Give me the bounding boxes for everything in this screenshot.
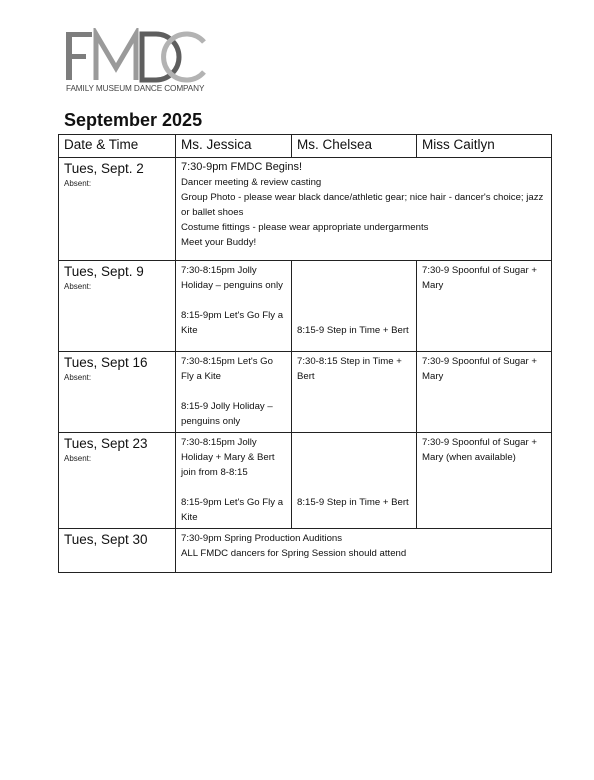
date-label: Tues, Sept. 9: [64, 264, 144, 279]
schedule-line: 8:15-9 Step in Time + Bert: [297, 325, 409, 336]
schedule-line: 7:30-9pm Spring Production Auditions: [181, 533, 343, 544]
schedule-line: 8:15-9pm Let's Go Fly a Kite: [181, 497, 284, 523]
absent-label: Absent:: [64, 179, 92, 188]
all-group-cell: [176, 158, 552, 261]
date-label: Tues, Sept 30: [64, 532, 148, 547]
logo-subtitle: FAMILY MUSEUM DANCE COMPANY: [66, 84, 205, 93]
all-group-cell: [176, 529, 552, 573]
schedule-table: [58, 134, 552, 573]
schedule-line: Meet your Buddy!: [181, 237, 257, 248]
schedule-line: 7:30-8:15 Step in Time + Bert: [297, 356, 402, 382]
schedule-line: 8:15-9pm Let's Go Fly a Kite: [181, 310, 284, 336]
schedule-line: 7:30-8:15pm Let's Go Fly a Kite: [181, 356, 273, 382]
chelsea-cell: [292, 352, 417, 433]
column-header: Miss Caitlyn: [417, 135, 552, 158]
schedule-line: 8:15-9 Jolly Holiday – penguins only: [181, 401, 273, 427]
date-cell: [59, 352, 176, 433]
caitlyn-cell: [417, 261, 552, 352]
date-label: Tues, Sept 23: [64, 436, 148, 451]
jessica-cell: [176, 433, 292, 529]
schedule-line: 7:30-8:15pm Jolly Holiday – penguins only: [181, 265, 283, 291]
chelsea-cell: [292, 261, 417, 352]
schedule-line: Group Photo - please wear black dance/athletic gear; nice hair - dancer's choice; jazz or ballet shoes: [181, 192, 544, 218]
table-row: [59, 529, 552, 573]
schedule-line: 8:15-9 Step in Time + Bert: [297, 497, 409, 508]
column-header: Ms. Jessica: [176, 135, 292, 158]
schedule-line: 7:30-8:15pm Jolly Holiday + Mary & Bert join from 8-8:15: [181, 437, 275, 478]
column-header: Ms. Chelsea: [292, 135, 417, 158]
absent-label: Absent:: [64, 454, 92, 463]
date-cell: [59, 261, 176, 352]
date-cell: [59, 529, 176, 573]
fmdc-logo-mark: [64, 28, 214, 84]
date-cell: [59, 433, 176, 529]
table-row: [59, 261, 552, 352]
month-title: September 2025: [64, 110, 203, 130]
jessica-cell: [176, 261, 292, 352]
absent-label: Absent:: [64, 373, 92, 382]
date-label: Tues, Sept 16: [64, 355, 148, 370]
caitlyn-cell: [417, 433, 552, 529]
schedule-line: 7:30-9 Spoonful of Sugar + Mary (when available): [422, 437, 537, 463]
schedule-line: 7:30-9 Spoonful of Sugar + Mary: [422, 356, 537, 382]
table-row: [59, 433, 552, 529]
table-header-row: [59, 135, 552, 158]
schedule-line: 7:30-9 Spoonful of Sugar + Mary: [422, 265, 537, 291]
table-row: [59, 352, 552, 433]
column-header: Date & Time: [59, 135, 176, 158]
date-cell: [59, 158, 176, 261]
schedule-line: Dancer meeting & review casting: [181, 177, 322, 188]
absent-label: Absent:: [64, 282, 92, 291]
date-label: Tues, Sept. 2: [64, 161, 144, 176]
jessica-cell: [176, 352, 292, 433]
schedule-line: Costume fittings - please wear appropriate undergarments: [181, 222, 429, 233]
chelsea-cell: [292, 433, 417, 529]
schedule-line: ALL FMDC dancers for Spring Session should attend: [181, 548, 407, 559]
schedule-line: 7:30-9pm FMDC Begins!: [181, 161, 303, 173]
caitlyn-cell: [417, 352, 552, 433]
table-row: [59, 158, 552, 261]
